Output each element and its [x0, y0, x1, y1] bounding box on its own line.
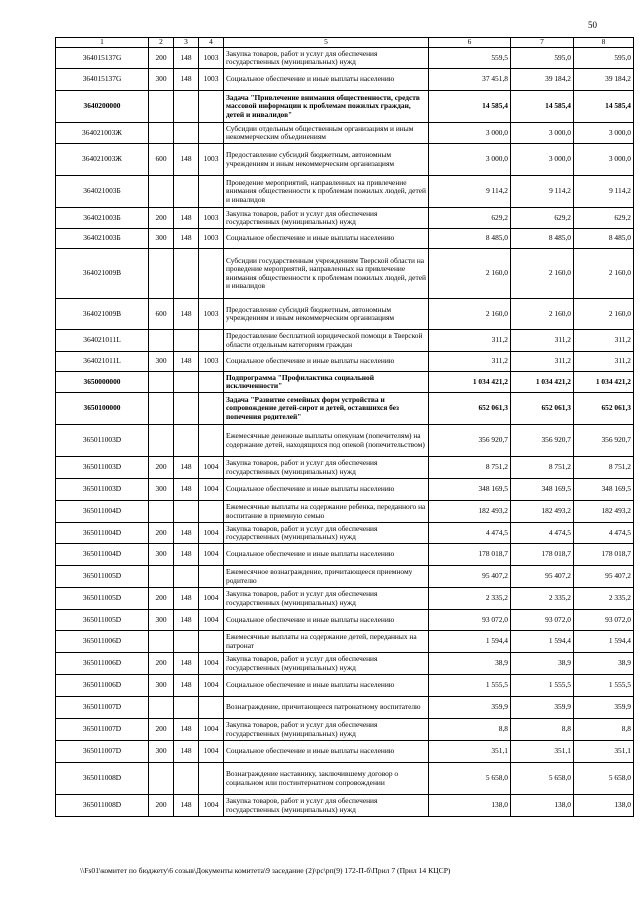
table-row [56, 795, 634, 817]
table-row [56, 299, 634, 330]
amount-year-1: 559,5 [429, 48, 511, 69]
item-description: Предоставление субсидий бюджетным, автономным учреждениям и иным некоммерческим организациям [224, 144, 429, 176]
section-code [199, 123, 224, 144]
item-description: Закупка товаров, работ и услуг для обеспечения государственных (муниципальных) нужд [224, 588, 429, 610]
table-row [56, 123, 634, 144]
amount-year-3: 1 594,4 [574, 631, 634, 653]
item-description: Закупка товаров, работ и услуг для обеспечения государственных (муниципальных) нужд [224, 719, 429, 741]
section-code [199, 330, 224, 352]
ministry-code [174, 372, 199, 393]
amount-year-1: 8,8 [429, 719, 511, 741]
item-description: Закупка товаров, работ и услуг для обеспечения государственных (муниципальных) нужд [224, 795, 429, 817]
section-code [199, 176, 224, 208]
amount-year-1: 359,9 [429, 697, 511, 719]
expense-type-code [149, 249, 174, 299]
ministry-code: 148 [174, 675, 199, 697]
amount-year-1: 311,2 [429, 330, 511, 352]
ministry-code: 148 [174, 299, 199, 330]
ministry-code: 148 [174, 48, 199, 69]
table-row [56, 352, 634, 372]
column-header: 2 [149, 38, 174, 48]
table-row [56, 91, 634, 123]
amount-year-2: 38,9 [511, 653, 574, 675]
target-article-code: 365011008D [56, 795, 149, 817]
ministry-code: 148 [174, 795, 199, 817]
ministry-code: 148 [174, 352, 199, 372]
item-description: Субсидии отдельным общественным организациям и иным некоммерческим объединениям [224, 123, 429, 144]
section-code: 1004 [199, 479, 224, 501]
amount-year-2: 629,2 [511, 208, 574, 229]
table-row [56, 631, 634, 653]
target-article-code: 364015137G [56, 69, 149, 91]
amount-year-3: 2 335,2 [574, 588, 634, 610]
expense-type-code [149, 631, 174, 653]
section-code: 1004 [199, 675, 224, 697]
section-code: 1004 [199, 610, 224, 631]
section-code: 1003 [199, 208, 224, 229]
amount-year-3: 311,2 [574, 352, 634, 372]
ministry-code [174, 566, 199, 588]
ministry-code [174, 631, 199, 653]
expense-type-code [149, 697, 174, 719]
section-code: 1003 [199, 144, 224, 176]
item-description: Закупка товаров, работ и услуг для обеспечения государственных (муниципальных) нужд [224, 208, 429, 229]
ministry-code [174, 176, 199, 208]
amount-year-3: 93 072,0 [574, 610, 634, 631]
expense-type-code [149, 763, 174, 795]
section-code [199, 91, 224, 123]
target-article-code: 365011006D [56, 675, 149, 697]
section-code [199, 631, 224, 653]
ministry-code: 148 [174, 144, 199, 176]
ministry-code: 148 [174, 479, 199, 501]
item-description: Социальное обеспечение и иные выплаты населению [224, 352, 429, 372]
amount-year-1: 178 018,7 [429, 544, 511, 566]
amount-year-2: 5 658,0 [511, 763, 574, 795]
amount-year-1: 95 407,2 [429, 566, 511, 588]
section-code [199, 566, 224, 588]
amount-year-2: 311,2 [511, 330, 574, 352]
target-article-code: 364015137G [56, 48, 149, 69]
item-description: Закупка товаров, работ и услуг для обеспечения государственных (муниципальных) нужд [224, 457, 429, 479]
table-row [56, 566, 634, 588]
table-row [56, 208, 634, 229]
target-article-code: 365011007D [56, 697, 149, 719]
item-description: Вознаграждение, причитающееся патронатному воспитателю [224, 697, 429, 719]
amount-year-2: 39 184,2 [511, 69, 574, 91]
amount-year-1: 5 658,0 [429, 763, 511, 795]
column-header: 1 [56, 38, 149, 48]
target-article-code: 364021003Б [56, 208, 149, 229]
amount-year-3: 629,2 [574, 208, 634, 229]
section-code [199, 501, 224, 523]
amount-year-3: 351,1 [574, 741, 634, 763]
item-description: Предоставление субсидий бюджетным, автономным учреждениям и иным некоммерческим организациям [224, 299, 429, 330]
amount-year-1: 348 169,5 [429, 479, 511, 501]
expense-type-code: 600 [149, 299, 174, 330]
amount-year-3: 3 000,0 [574, 123, 634, 144]
table-row [56, 763, 634, 795]
target-article-code: 3650000000 [56, 372, 149, 393]
item-description: Задача "Развитие семейных форм устройства и сопровождение детей-сирот и детей, оставшихся без попечения родителей" [224, 393, 429, 425]
amount-year-2: 182 493,2 [511, 501, 574, 523]
section-code: 1004 [199, 457, 224, 479]
target-article-code: 365011006D [56, 653, 149, 675]
expense-type-code: 600 [149, 144, 174, 176]
amount-year-2: 2 160,0 [511, 299, 574, 330]
target-article-code: 365011004D [56, 544, 149, 566]
target-article-code: 365011007D [56, 719, 149, 741]
amount-year-3: 595,0 [574, 48, 634, 69]
item-description: Субсидии государственным учреждениям Тверской области на проведение мероприятий, направленных на привлечение внимания общественности к проблемам пожилых людей, детей и инвалидов [224, 249, 429, 299]
table-row [56, 249, 634, 299]
ministry-code: 148 [174, 208, 199, 229]
table-row [56, 425, 634, 457]
section-code: 1004 [199, 588, 224, 610]
ministry-code [174, 501, 199, 523]
ministry-code [174, 425, 199, 457]
amount-year-1: 138,0 [429, 795, 511, 817]
item-description: Социальное обеспечение и иные выплаты населению [224, 741, 429, 763]
ministry-code: 148 [174, 523, 199, 544]
table-row [56, 544, 634, 566]
item-description: Ежемесячное вознаграждение, причитающееся приемному родителю [224, 566, 429, 588]
expense-type-code [149, 501, 174, 523]
item-description: Социальное обеспечение и иные выплаты населению [224, 69, 429, 91]
section-code: 1003 [199, 69, 224, 91]
amount-year-2: 1 594,4 [511, 631, 574, 653]
expense-type-code: 200 [149, 653, 174, 675]
ministry-code: 148 [174, 457, 199, 479]
amount-year-3: 38,9 [574, 653, 634, 675]
amount-year-3: 356 920,7 [574, 425, 634, 457]
budget-table [55, 37, 634, 817]
item-description: Социальное обеспечение и иные выплаты населению [224, 479, 429, 501]
ministry-code: 148 [174, 653, 199, 675]
target-article-code: 365011003D [56, 457, 149, 479]
amount-year-1: 1 594,4 [429, 631, 511, 653]
amount-year-1: 4 474,5 [429, 523, 511, 544]
section-code [199, 393, 224, 425]
ministry-code: 148 [174, 741, 199, 763]
amount-year-2: 351,1 [511, 741, 574, 763]
expense-type-code [149, 91, 174, 123]
section-code: 1004 [199, 795, 224, 817]
amount-year-2: 1 555,5 [511, 675, 574, 697]
amount-year-3: 95 407,2 [574, 566, 634, 588]
amount-year-1: 311,2 [429, 352, 511, 372]
amount-year-2: 93 072,0 [511, 610, 574, 631]
amount-year-1: 2 160,0 [429, 299, 511, 330]
expense-type-code: 300 [149, 479, 174, 501]
amount-year-3: 178 018,7 [574, 544, 634, 566]
target-article-code: 365011005D [56, 566, 149, 588]
table-row [56, 372, 634, 393]
table-row [56, 697, 634, 719]
target-article-code: 3640200000 [56, 91, 149, 123]
table-row [56, 523, 634, 544]
amount-year-1: 629,2 [429, 208, 511, 229]
item-description: Закупка товаров, работ и услуг для обеспечения государственных (муниципальных) нужд [224, 48, 429, 69]
amount-year-3: 4 474,5 [574, 523, 634, 544]
expense-type-code [149, 393, 174, 425]
amount-year-1: 182 493,2 [429, 501, 511, 523]
ministry-code: 148 [174, 588, 199, 610]
item-description: Закупка товаров, работ и услуг для обеспечения государственных (муниципальных) нужд [224, 523, 429, 544]
section-code: 1004 [199, 523, 224, 544]
item-description: Подпрограмма "Профилактика социальной исключенности" [224, 372, 429, 393]
target-article-code: 364021003Ж [56, 144, 149, 176]
amount-year-3: 8,8 [574, 719, 634, 741]
ministry-code: 148 [174, 610, 199, 631]
item-description: Закупка товаров, работ и услуг для обеспечения государственных (муниципальных) нужд [224, 653, 429, 675]
expense-type-code: 200 [149, 719, 174, 741]
amount-year-3: 5 658,0 [574, 763, 634, 795]
amount-year-1: 3 000,0 [429, 123, 511, 144]
expense-type-code [149, 372, 174, 393]
expense-type-code [149, 330, 174, 352]
amount-year-2: 1 034 421,2 [511, 372, 574, 393]
item-description: Ежемесячные выплаты на содержание детей, переданных на патронат [224, 631, 429, 653]
amount-year-2: 8 485,0 [511, 229, 574, 249]
amount-year-3: 182 493,2 [574, 501, 634, 523]
footer-file-path: \\Fs01\комитет по бюджету\6 созыв\Документы комитета\9 заседание (2)\рс\рп(9) 172-П-б\Прил 7 (Прил 14 КЦСР) [80, 866, 451, 875]
amount-year-1: 9 114,2 [429, 176, 511, 208]
table-row [56, 48, 634, 69]
section-code: 1004 [199, 719, 224, 741]
table-header-row [56, 38, 634, 48]
amount-year-1: 8 751,2 [429, 457, 511, 479]
amount-year-3: 348 169,5 [574, 479, 634, 501]
table-row [56, 393, 634, 425]
page-number: 50 [588, 20, 597, 30]
target-article-code: 364021009В [56, 299, 149, 330]
amount-year-2: 359,9 [511, 697, 574, 719]
amount-year-3: 39 184,2 [574, 69, 634, 91]
expense-type-code: 300 [149, 544, 174, 566]
expense-type-code: 300 [149, 610, 174, 631]
ministry-code [174, 91, 199, 123]
amount-year-3: 8 751,2 [574, 457, 634, 479]
amount-year-2: 2 160,0 [511, 249, 574, 299]
amount-year-1: 356 920,7 [429, 425, 511, 457]
table-row [56, 479, 634, 501]
item-description: Социальное обеспечение и иные выплаты населению [224, 610, 429, 631]
expense-type-code: 200 [149, 48, 174, 69]
ministry-code: 148 [174, 229, 199, 249]
item-description: Ежемесячные выплаты на содержание ребенка, переданного на воспитание в приемную семью [224, 501, 429, 523]
item-description: Ежемесячные денежные выплаты опекунам (попечителям) на содержание детей, находящихся под опекой (попечительством) [224, 425, 429, 457]
ministry-code [174, 697, 199, 719]
column-header: 5 [224, 38, 429, 48]
amount-year-2: 311,2 [511, 352, 574, 372]
table-row [56, 719, 634, 741]
item-description: Вознаграждение наставнику, заключившему договор о социальном или постинтернатном сопровождении [224, 763, 429, 795]
ministry-code: 148 [174, 719, 199, 741]
amount-year-1: 3 000,0 [429, 144, 511, 176]
ministry-code: 148 [174, 544, 199, 566]
amount-year-1: 37 451,8 [429, 69, 511, 91]
column-header: 8 [574, 38, 634, 48]
amount-year-2: 8 751,2 [511, 457, 574, 479]
table-row [56, 501, 634, 523]
item-description: Предоставление бесплатной юридической помощи в Тверской области отдельным категориям граждан [224, 330, 429, 352]
ministry-code [174, 330, 199, 352]
table-row [56, 229, 634, 249]
expense-type-code: 200 [149, 457, 174, 479]
amount-year-1: 2 160,0 [429, 249, 511, 299]
expense-type-code [149, 566, 174, 588]
table-row [56, 675, 634, 697]
section-code: 1004 [199, 653, 224, 675]
expense-type-code: 300 [149, 69, 174, 91]
amount-year-3: 652 061,3 [574, 393, 634, 425]
amount-year-1: 38,9 [429, 653, 511, 675]
section-code [199, 249, 224, 299]
expense-type-code: 300 [149, 229, 174, 249]
ministry-code: 148 [174, 69, 199, 91]
table-row [56, 69, 634, 91]
ministry-code [174, 393, 199, 425]
expense-type-code [149, 425, 174, 457]
ministry-code [174, 763, 199, 795]
target-article-code: 364021011L [56, 352, 149, 372]
section-code: 1004 [199, 544, 224, 566]
amount-year-1: 1 034 421,2 [429, 372, 511, 393]
amount-year-2: 3 000,0 [511, 123, 574, 144]
amount-year-1: 351,1 [429, 741, 511, 763]
amount-year-1: 652 061,3 [429, 393, 511, 425]
amount-year-3: 1 555,5 [574, 675, 634, 697]
amount-year-1: 8 485,0 [429, 229, 511, 249]
amount-year-2: 8,8 [511, 719, 574, 741]
expense-type-code: 300 [149, 675, 174, 697]
amount-year-1: 1 555,5 [429, 675, 511, 697]
target-article-code: 365011008D [56, 763, 149, 795]
amount-year-2: 138,0 [511, 795, 574, 817]
amount-year-3: 138,0 [574, 795, 634, 817]
item-description: Задача "Привлечение внимания общественности, средств массовой информации к проблемам пожилых граждан, детей и инвалидов" [224, 91, 429, 123]
expense-type-code: 300 [149, 741, 174, 763]
target-article-code: 365011005D [56, 610, 149, 631]
expense-type-code [149, 123, 174, 144]
expense-type-code [149, 176, 174, 208]
amount-year-2: 2 335,2 [511, 588, 574, 610]
target-article-code: 364021003Ж [56, 123, 149, 144]
table-row [56, 176, 634, 208]
section-code [199, 425, 224, 457]
target-article-code: 365011003D [56, 479, 149, 501]
amount-year-3: 9 114,2 [574, 176, 634, 208]
amount-year-2: 14 585,4 [511, 91, 574, 123]
column-header: 3 [174, 38, 199, 48]
target-article-code: 365011004D [56, 523, 149, 544]
ministry-code [174, 123, 199, 144]
section-code: 1003 [199, 352, 224, 372]
amount-year-1: 93 072,0 [429, 610, 511, 631]
amount-year-2: 356 920,7 [511, 425, 574, 457]
target-article-code: 364021003Б [56, 176, 149, 208]
amount-year-1: 14 585,4 [429, 91, 511, 123]
ministry-code [174, 249, 199, 299]
target-article-code: 364021003Б [56, 229, 149, 249]
section-code: 1004 [199, 741, 224, 763]
amount-year-3: 359,9 [574, 697, 634, 719]
target-article-code: 365011006D [56, 631, 149, 653]
item-description: Социальное обеспечение и иные выплаты населению [224, 229, 429, 249]
amount-year-3: 311,2 [574, 330, 634, 352]
amount-year-2: 652 061,3 [511, 393, 574, 425]
table-row [56, 741, 634, 763]
amount-year-2: 595,0 [511, 48, 574, 69]
table-row [56, 330, 634, 352]
target-article-code: 365011007D [56, 741, 149, 763]
target-article-code: 365011004D [56, 501, 149, 523]
expense-type-code: 200 [149, 795, 174, 817]
amount-year-2: 4 474,5 [511, 523, 574, 544]
expense-type-code: 200 [149, 588, 174, 610]
expense-type-code: 200 [149, 208, 174, 229]
amount-year-2: 3 000,0 [511, 144, 574, 176]
expense-type-code: 200 [149, 523, 174, 544]
section-code [199, 763, 224, 795]
section-code: 1003 [199, 229, 224, 249]
table-row [56, 610, 634, 631]
table-row [56, 588, 634, 610]
amount-year-2: 348 169,5 [511, 479, 574, 501]
target-article-code: 365011005D [56, 588, 149, 610]
column-header: 7 [511, 38, 574, 48]
amount-year-1: 2 335,2 [429, 588, 511, 610]
amount-year-2: 95 407,2 [511, 566, 574, 588]
amount-year-2: 178 018,7 [511, 544, 574, 566]
target-article-code: 364021011L [56, 330, 149, 352]
section-code [199, 372, 224, 393]
item-description: Проведение мероприятий, направленных на привлечение внимания общественности к проблемам пожилых людей, детей и инвалидов [224, 176, 429, 208]
amount-year-3: 1 034 421,2 [574, 372, 634, 393]
item-description: Социальное обеспечение и иные выплаты населению [224, 544, 429, 566]
target-article-code: 365011003D [56, 425, 149, 457]
amount-year-3: 3 000,0 [574, 144, 634, 176]
amount-year-3: 14 585,4 [574, 91, 634, 123]
section-code [199, 697, 224, 719]
table-row [56, 653, 634, 675]
amount-year-3: 2 160,0 [574, 299, 634, 330]
target-article-code: 364021009В [56, 249, 149, 299]
amount-year-3: 2 160,0 [574, 249, 634, 299]
amount-year-2: 9 114,2 [511, 176, 574, 208]
target-article-code: 3650100000 [56, 393, 149, 425]
item-description: Социальное обеспечение и иные выплаты населению [224, 675, 429, 697]
section-code: 1003 [199, 299, 224, 330]
column-header: 6 [429, 38, 511, 48]
column-header: 4 [199, 38, 224, 48]
section-code: 1003 [199, 48, 224, 69]
table-row [56, 144, 634, 176]
amount-year-3: 8 485,0 [574, 229, 634, 249]
expense-type-code: 300 [149, 352, 174, 372]
table-row [56, 457, 634, 479]
